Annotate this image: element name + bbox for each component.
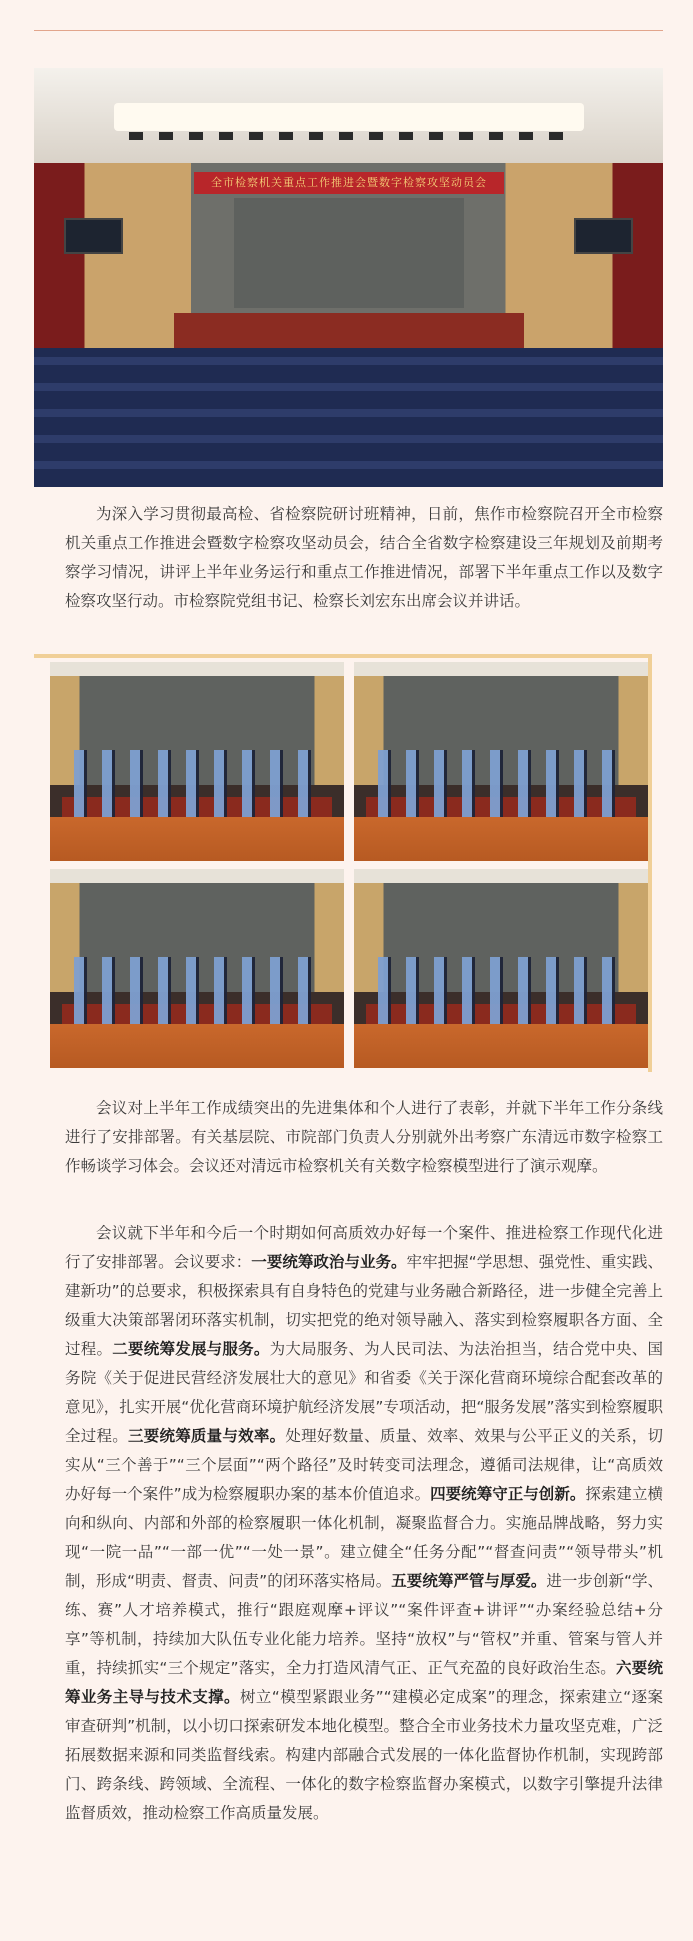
award-photo-4 xyxy=(354,869,648,1068)
top-divider xyxy=(34,30,663,31)
paragraph-commendation: 会议对上半年工作成绩突出的先进集体和个人进行了表彰，并就下半年工作分条线进行了安排部署。有关基层院、市院部门负责人分别就外出考察广东清远市数字检察工作畅谈学习体会。会议还对清远市检察机关有关数字检察模型进行了演示观摩。 xyxy=(65,1099,663,1175)
req-4-heading: 四要统筹守正与创新。 xyxy=(430,1485,586,1503)
paragraph-intro: 为深入学习贯彻最高检、省检察院研讨班精神，日前，焦作市检察院召开全市检察机关重点工作推进会暨数字检察攻坚动员会，结合全省数字检察建设三年规划及前期考察学习情况，讲评上半年业务运行和重点工作推进情况，部署下半年重点工作以及数字检察攻坚行动。市检察院党组书记、检察长刘宏东出席会议并讲话。 xyxy=(65,505,663,610)
stage-lights xyxy=(129,132,569,140)
req-3-text: 处理好数量、质量、效率、效果与公平正义的关系，切实从“三个善于”“三个层面”“两个路径”及时转变司法理念，遵循司法规律，让“高质效办好每一个案件”成为检察履职办案的基本价值追求。 xyxy=(65,1427,663,1503)
req-5-text: 进一步创新“学、练、赛”人才培养模式，推行“跟庭观摩+评议”“案件评查+讲评”“办案经验总结+分享”等机制，持续加大队伍专业化能力培养。坚持“放权”与“管权”并重、管案与管人并重，持续抓实“三个规定”落实，全力打造风清气正、正气充盈的良好政治生态。 xyxy=(65,1572,664,1677)
req-3-heading: 三要统筹质量与效率。 xyxy=(127,1427,286,1445)
req-1-heading: 一要统筹政治与业务。 xyxy=(251,1253,407,1271)
award-photo-3 xyxy=(50,869,344,1068)
audience-seats xyxy=(34,348,663,487)
backdrop-screen xyxy=(234,198,464,308)
award-photo-2 xyxy=(354,662,648,861)
req-6-text: 树立“模型紧跟业务”“建模必定成案”的理念，探索建立“逐案审查研判”机制，以小切口探索研发本地化模型。整合全市业务技术力量攻坚克难，广泛拓展数据来源和同类监督线索。构建内部融合式发展的一体化监督协作机制，实现跨部门、跨条线、跨领域、全流程、一体化的数字检察监督办案模式，以数字引擎提升法律监督质效，推动检察工作高质量发展。 xyxy=(65,1688,663,1822)
meeting-banner: 全市检察机关重点工作推进会暨数字检察攻坚动员会 xyxy=(194,172,504,194)
req-1-text: 牢牢把握“学思想、强党性、重实践、建新功”的总要求，积极探索具有自身特色的党建与业务融合新路径，进一步健全完善上级重大决策部署闭环落实机制，切实把党的绝对领导融入、落实到检察履职各方面、全过程。 xyxy=(65,1253,663,1358)
req-5-heading: 五要统筹严管与厚爱。 xyxy=(391,1572,547,1590)
req-6-heading: 六要统筹业务主导与技术支撑。 xyxy=(65,1659,663,1706)
req-2-heading: 二要统筹发展与服务。 xyxy=(112,1340,270,1358)
left-monitor xyxy=(64,218,123,254)
rostrum-table xyxy=(174,313,524,353)
req-4-text: 探索建立横向和纵向、内部和外部的检察履职一体化机制，凝聚监督合力。实施品牌战略，努力实现“一院一品”“一部一优”“一处一景”。建立健全“任务分配”“督查问责”“领导带头”机制，形成“明责、督责、问责”的闭环落实格局。 xyxy=(65,1485,663,1590)
req-intro: 会议就下半年和今后一个时期如何高质效办好每一个案件、推进检察工作现代化进行了安排部署。会议要求： xyxy=(65,1224,663,1271)
right-monitor xyxy=(574,218,633,254)
meeting-hall-photo xyxy=(34,68,663,487)
paragraph-requirements xyxy=(65,1219,663,1828)
award-photo-1 xyxy=(50,662,344,861)
ceiling-light xyxy=(114,103,584,131)
req-2-text: 为大局服务、为人民司法、为法治担当，结合党中央、国务院《关于促进民营经济发展壮大的意见》和省委《关于深化营商环境综合配套改革的意见》，扎实开展“优化营商环境护航经济发展”专项活动，把“服务发展”落实到检察履职全过程。 xyxy=(65,1340,663,1445)
